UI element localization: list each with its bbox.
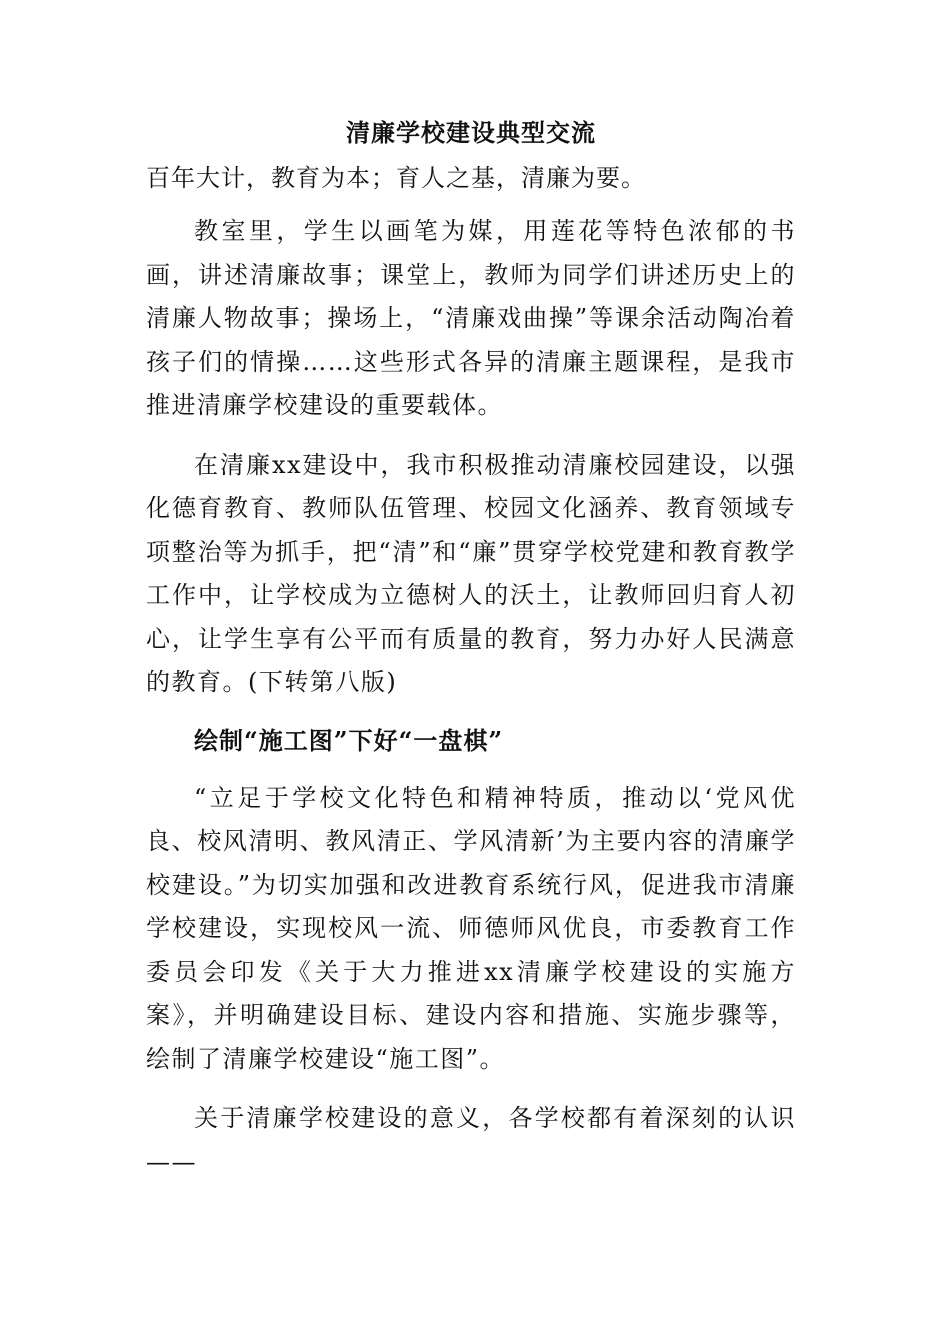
lead-line: 百年大计，教育为本；育人之基，清廉为要。 bbox=[146, 164, 646, 192]
paragraph-significance: 关于清廉学校建设的意义，各学校都有着深刻的认识—— bbox=[146, 1104, 796, 1176]
document-title: 清廉学校建设典型交流 bbox=[346, 118, 596, 147]
paragraph-implementation-plan: “立足于学校文化特色和精神特质，推动以‘党风优良、校风清明、教风清正、学风清新’为主要内容的清廉学校建设。”为切实加强和改进教育系统行风，促进我市清廉学校建设，实现校风一流、师德师风优良，市委教育工作委员会印发《关于大力推进xx清廉学校建设的实施方案》，并明确建设目标、建设内容和措施、实施步骤等，绘制了清廉学校建设“施工图”。 bbox=[146, 783, 796, 1073]
document-page bbox=[146, 118, 796, 1184]
section-heading: 绘制“施工图”下好“一盘棋” bbox=[194, 725, 504, 755]
paragraph-campus-building: 在清廉xx建设中，我市积极推动清廉校园建设，以强化德育教育、教师队伍管理、校园文化涵养、教育领域专项整治等为抓手，把“清”和“廉”贯穿学校党建和教育教学工作中，让学校成为立德树人的沃土，让教师回归育人初心，让学生享有公平而有质量的教育，努力办好人民满意的教育。(下转第八版) bbox=[146, 450, 796, 696]
paragraph-classroom: 教室里，学生以画笔为媒，用莲花等特色浓郁的书画，讲述清廉故事；课堂上，教师为同学们讲述历史上的清廉人物故事；操场上，“清廉戏曲操”等课余活动陶冶着孩子们的情操……这些形式各异的清廉主题课程，是我市推进清廉学校建设的重要载体。 bbox=[146, 217, 796, 419]
